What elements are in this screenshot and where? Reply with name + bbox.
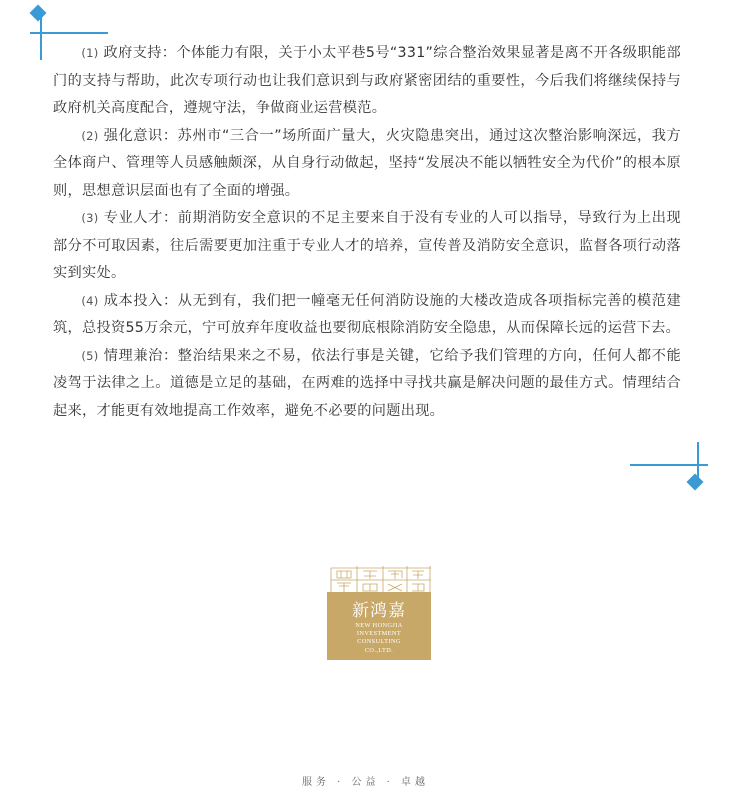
corner-decoration-line-horizontal	[30, 32, 108, 34]
paragraph-number: (1)	[81, 46, 99, 60]
logo-seal-icon	[327, 566, 431, 594]
footer-slogan: 服务 · 公益 · 卓越	[301, 777, 430, 788]
paragraph	[53, 343, 681, 426]
paragraph	[53, 40, 681, 123]
corner-decoration-line-vertical	[40, 16, 42, 60]
paragraph-text: 强化意识：苏州市“三合一”场所面广量大，火灾隐患突出，通过这次整治影响深远，我方全体商户、管理等人员感触颇深，从自身行动做起，坚持“发展决不能以牺牲安全为代价”的根本原则，思想意识层面也有了全面的增强。	[53, 127, 681, 199]
paragraph	[53, 288, 681, 343]
paragraph-number: (4)	[81, 293, 99, 308]
paragraph-text: 政府支持：个体能力有限，关于小太平巷5号“331”综合整治效果显著是离不开各级职能部门的支持与帮助，此次专项行动也让我们意识到与政府紧密团结的重要性，今后我们将继续保持与政府机关高度配合，遵规守法，争做商业运营模范。	[53, 45, 681, 116]
paragraph-text: 成本投入：从无到有，我们把一幢毫无任何消防设施的大楼改造成各项指标完善的模范建筑，总投资55万余元，宁可放弃年度收益也要彻底根除消防安全隐患，从而保障长远的运营下去。	[53, 292, 681, 336]
paragraph-number: (3)	[81, 211, 99, 225]
diamond-icon	[30, 5, 47, 22]
paragraph-number: (5)	[81, 348, 99, 363]
logo-chinese-name: 新鸿嘉	[352, 601, 406, 621]
diamond-icon	[687, 474, 704, 491]
paragraph-text: 专业人才：前期消防安全意识的不足主要来自于没有专业的人可以指导，导致行为上出现部分不可取因素，往后需要更加注重于专业人才的培养，宣传普及消防安全意识，监督各项行动落实到实处。	[53, 210, 681, 281]
article-body	[53, 40, 681, 425]
logo-english-line: NEW HONGJIA	[355, 622, 403, 629]
logo-english-line: CO.,LTD.	[364, 646, 394, 654]
company-logo	[327, 566, 431, 660]
logo-block	[327, 592, 431, 660]
paragraph	[53, 205, 681, 288]
logo-english-name	[327, 622, 431, 655]
paragraph	[53, 123, 681, 206]
paragraph-text: 情理兼治：整治结果来之不易，依法行事是关键，它给予我们管理的方向，任何人都不能凌驾于法律之上。道德是立足的基础，在两难的选择中寻找共赢是解决问题的最佳方式。情理结合起来，才能更有效地提高工作效率，避免不必要的问题出现。	[53, 347, 681, 419]
logo-english-line: INVESTMENT	[356, 630, 402, 638]
logo-english-line: CONSULTING	[357, 638, 401, 646]
paragraph-number: (2)	[81, 128, 99, 143]
